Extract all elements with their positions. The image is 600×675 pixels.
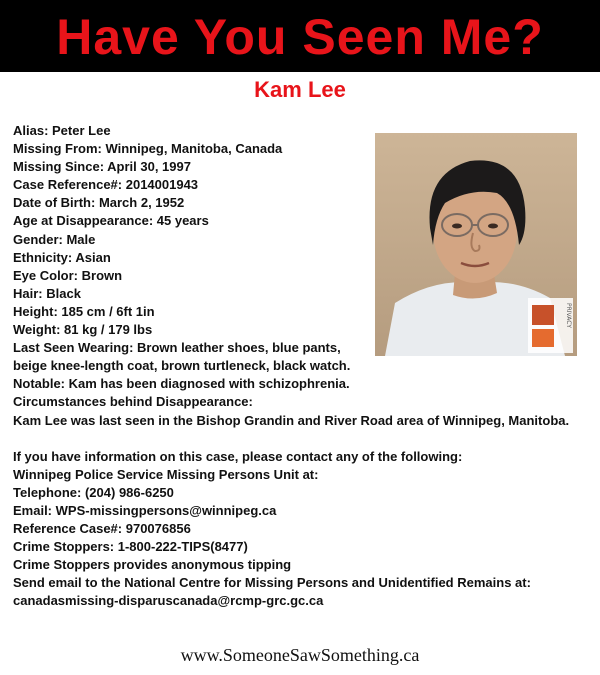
case-reference-line: Case Reference#: 2014001943 [13, 177, 199, 193]
circumstances-label: Circumstances behind Disappearance: [13, 394, 253, 410]
crime-stoppers-note: Crime Stoppers provides anonymous tipping [13, 557, 292, 573]
contact-telephone: Telephone: (204) 986-6250 [13, 484, 174, 500]
person-name: Kam Lee [254, 77, 346, 102]
photo-watermark-text: PRIVACY [565, 303, 572, 329]
missing-since-line: Missing Since: April 30, 1997 [13, 159, 191, 175]
hair-line: Hair: Black [13, 285, 81, 301]
eye-color-line: Eye Color: Brown [13, 267, 123, 283]
missing-from-line: Missing From: Winnipeg, Manitoba, Canada [13, 141, 283, 157]
crime-stoppers-line: Crime Stoppers: 1-800-222-TIPS(8477) [13, 539, 248, 555]
contact-email: Email: WPS-missingpersons@winnipeg.ca [13, 502, 277, 518]
contact-unit: Winnipeg Police Service Missing Persons Unit at: [13, 466, 319, 482]
age-line: Age at Disappearance: 45 years [13, 213, 209, 229]
date-of-birth-line: Date of Birth: March 2, 1952 [13, 195, 185, 211]
contact-reference: Reference Case#: 970076856 [13, 520, 191, 536]
national-centre-email: canadasmissing-disparuscanada@rcmp-grc.gc.ca [13, 593, 324, 609]
case-details [13, 122, 588, 610]
footer-website: www.SomeoneSawSomething.ca [180, 645, 420, 665]
notable-line: Notable: Kam has been diagnosed with schizophrenia. [13, 376, 350, 392]
last-seen-line-1: Last Seen Wearing: Brown leather shoes, blue pants, [13, 340, 341, 356]
poster-header [0, 0, 600, 72]
ethnicity-line: Ethnicity: Asian [13, 249, 111, 265]
circumstances-text: Kam Lee was last seen in the Bishop Grandin and River Road area of Winnipeg, Manitoba. [13, 412, 570, 428]
contact-intro: If you have information on this case, please contact any of the following: [13, 448, 463, 464]
national-centre-line: Send email to the National Centre for Missing Persons and Unidentified Remains at: [13, 575, 531, 591]
alias-line: Alias: Peter Lee [13, 123, 111, 138]
poster-title: Have You Seen Me? [56, 9, 544, 65]
gender-line: Gender: Male [13, 231, 96, 247]
height-line: Height: 185 cm / 6ft 1in [13, 303, 155, 319]
weight-line: Weight: 81 kg / 179 lbs [13, 322, 153, 338]
last-seen-line-2: beige knee-length coat, brown turtleneck, black watch. [13, 358, 351, 374]
